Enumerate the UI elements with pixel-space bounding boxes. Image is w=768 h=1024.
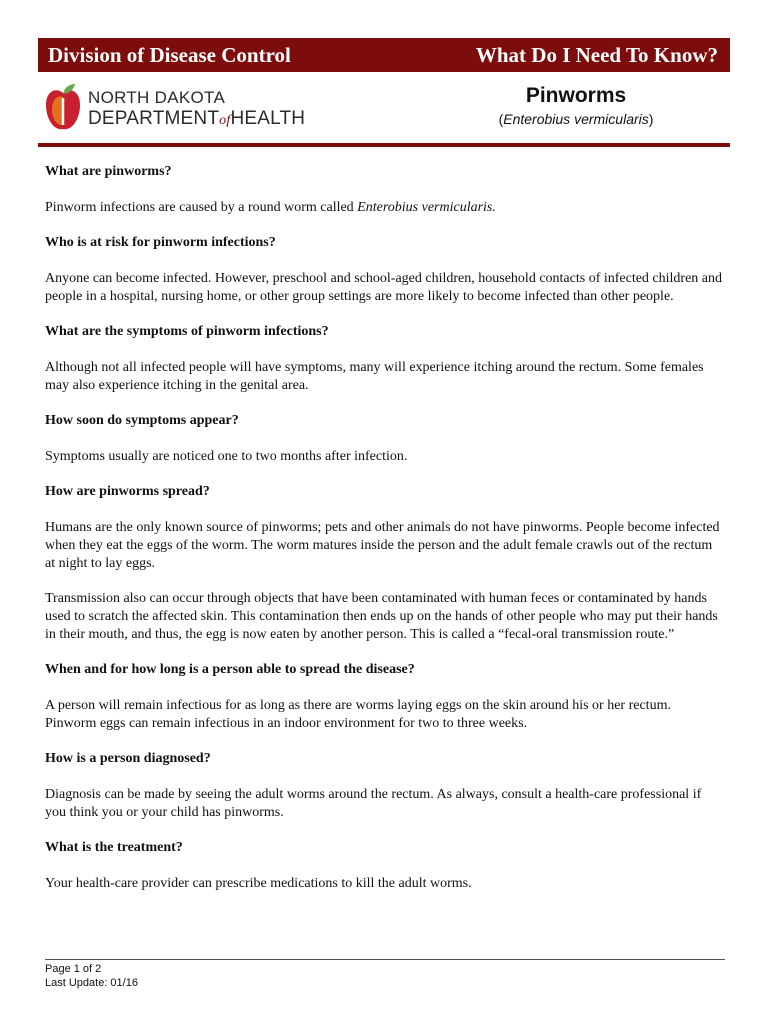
section-heading: How soon do symptoms appear? xyxy=(45,413,239,428)
section-text: Anyone can become infected. However, preschool and school-aged children, household contacts of infected children and people in a hospital, nursing home, or other group settings are more likely to become infected than other people. xyxy=(45,271,723,304)
section-text: Symptoms usually are noticed one to two months after infection. xyxy=(45,449,408,464)
section-heading: What are the symptoms of pinworm infections? xyxy=(45,324,329,339)
section-heading: How are pinworms spread? xyxy=(45,484,210,499)
section-text: Diagnosis can be made by seeing the adult worms around the rectum. As always, consult a health-care professional if you think you or your child has pinworms. xyxy=(45,787,702,820)
topic-title: Pinworms xyxy=(525,84,627,107)
section-heading: Who is at risk for pinworm infections? xyxy=(45,235,276,250)
section-text: Humans are the only known source of pinworms; pets and other animals do not have pinworms. People become infected when they eat the eggs of the worm. The worm matures inside the person and the adult female crawls out of the rectum at night to lay eggs. xyxy=(45,520,720,571)
section-heading: What is the treatment? xyxy=(45,840,183,855)
page-footer xyxy=(45,962,138,990)
page-number: Page 1 of 2 xyxy=(45,963,102,975)
nd-health-logo xyxy=(44,82,314,134)
topic-heading xyxy=(420,84,732,127)
fact-sheet-body xyxy=(45,163,725,910)
banner-question: What Do I Need To Know? xyxy=(475,42,718,67)
division-title: Division of Disease Control xyxy=(48,42,291,67)
section-text: Transmission also can occur through objects that have been contaminated with human feces or contaminated by hands used to scratch the affected skin. This contamination then ends up on the hands of other people who may put their hands in their mouth, and thus, the egg is now eaten by another person. This is called a “fecal-oral transmission route.” xyxy=(45,591,718,642)
last-update: Last Update: 01/16 xyxy=(45,977,138,989)
apple-logo-icon xyxy=(44,83,82,133)
section-heading: What are pinworms? xyxy=(45,164,172,179)
footer-divider xyxy=(45,959,725,960)
section-text: Your health-care provider can prescribe medications to kill the adult worms. xyxy=(45,876,472,891)
logo-department: DEPARTMENTofHEALTH xyxy=(88,107,306,129)
section-heading: How is a person diagnosed? xyxy=(45,751,211,766)
header-banner xyxy=(38,38,730,72)
header-divider xyxy=(38,143,730,147)
logo-text xyxy=(88,89,305,128)
section-text: A person will remain infectious for as long as there are worms laying eggs on the skin around his or her rectum. Pinworm eggs can remain infectious in an indoor environment for two to three weeks. xyxy=(45,698,671,731)
logo-state: NORTH DAKOTA xyxy=(88,87,226,107)
topic-scientific-name: (Enterobius vermicularis) xyxy=(498,111,654,127)
section-text: Pinworm infections are caused by a round worm called Enterobius vermicularis. xyxy=(45,200,496,215)
section-heading: When and for how long is a person able to spread the disease? xyxy=(45,662,415,677)
section-text: Although not all infected people will have symptoms, many will experience itching around the rectum. Some females may also experience itching in the genital area. xyxy=(45,360,704,393)
